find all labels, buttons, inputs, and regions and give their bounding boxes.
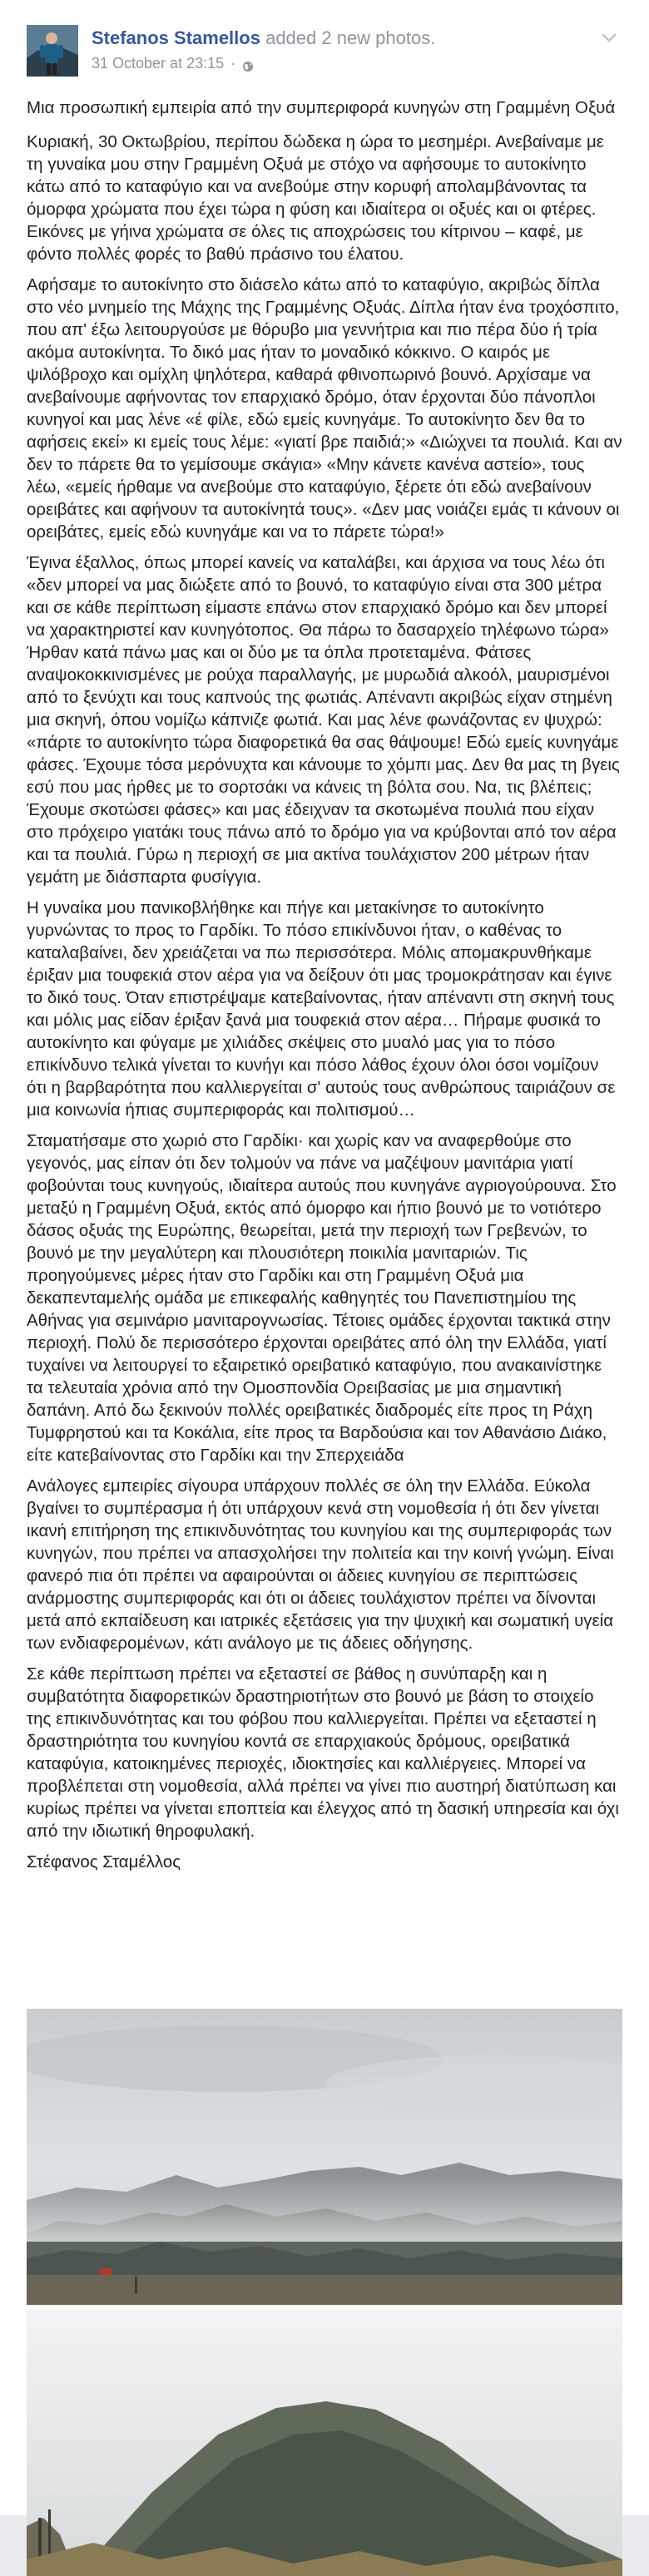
post-paragraph: Αφήσαμε το αυτοκίνητο στο διάσελο κάτω από το καταφύγιο, ακριβώς δίπλα στο νέο μνημείο της Μάχης της Γραμμένης Οξυάς. Δίπλα ήταν ένα τροχόσπιτο, που απ' έξω λειτουργούσε με θόρυβο μια γεννήτρια και πιο πέρα δύο ή τρία ακόμα αυτοκίνητα. Το δικό μας ήταν το μοναδικό κόκκινο. Ο καιρός με ψιλόβροχο και ομίχλη ψηλότερα, καθαρά φθινοπωρινό βουνό. Αρχίσαμε να ανεβαίνουμε αφήνοντας τον επαρχιακό δρόμο, όταν έρχονται δύο πάνοπλοι κυνηγοί και μας λένε «έ φίλε, εδώ εμείς κυνηγάμε. Το αυτοκίνητο δεν θα το αφήσεις εκεί» κι εμείς τους λέμε: «γιατί βρε παιδιά;» «Διώχνει τα πουλιά. Και αν δεν το πάρετε θα το γεμίσουμε σκάγια» «Μην κάνετε κανένα αστείο», τους λέω, «εμείς ήρθαμε να ανεβούμε στο καταφύγιο, ξέρετε ότι εδώ ανεβαίνουν ορειβάτες και αφήνουν τα αυτοκίνητά τους». «Δεν μας νοιάζει εμάς τι κάνουν οι ορειβάτες, εμείς εδώ κυνηγάμε και να το πάρετε τώρα!» [27, 275, 622, 541]
chevron-down-icon[interactable] [599, 28, 619, 48]
author-name[interactable]: Stefanos Stamellos [92, 27, 260, 48]
post-headline [92, 27, 435, 50]
post-body [27, 96, 622, 1873]
post-header [27, 25, 622, 78]
globe-icon[interactable] [242, 57, 254, 69]
post-action: added 2 new photos. [265, 27, 436, 48]
mountain-peak-photo[interactable] [27, 2310, 622, 2576]
post-intro: Μια προσωπική εμπειρία από την συμπεριφορά κυνηγών στη Γραμμένη Οξυά [27, 98, 616, 117]
post-paragraph: Σταματήσαμε στο χωριό στο Γαρδίκι· και χωρίς καν να αναφερθούμε στο γεγονός, μας είπαν ότι δεν τολμούν να πάνε να μαζέψουν μανιτάρια γιατί φοβούνται τους κυνηγούς, ιδιαίτερα αυτούς που κυνηγάνε αγριογούρουνα. Στο μεταξύ η Γραμμένη Οξυά, εκτός από όμορφο και ήπιο βουνό με το νοτιότερο δάσος οξυάς της Ευρώπης, θεωρείται, μετά την περιοχή των Γρεβενών, το βουνό με την μεγαλύτερη και πλουσιότερη ποικιλία μανιταριών. Τις προηγούμενες μέρες ήταν στο Γαρδίκι και στη Γραμμένη Οξυά μια δεκαπενταμελής ομάδα με επικεφαλής καθηγητές του Πανεπιστημίου της Αθήνας για σεμινάριο μανιταρογνωσίας. Τέτοιες ομάδες έρχονται τακτικά στην περιοχή. Πολύ δε περισσότερο έρχονται ορειβάτες από όλη την Ελλάδα, γιατί τυχαίνει να λειτουργεί το εξαιρετικό ορειβατικό καταφύγιο, που ανακαινίστηκε τα τελευταία χρόνια από την Ομοσπονδία Ορειβασίας με μια σημαντική δαπάνη. Από δω ξεκινούν πολλές ορειβατικές διαδρομές είτε προς τη Ράχη Τυμφρηστού και τα Κοκάλια, είτε προς τα Βαρδούσια και τον Αθανάσιο Διάκο, είτε κατεβαίνοντας στο Γαρδίκι και την Σπερχειάδα [27, 1131, 617, 1465]
post-timestamp[interactable]: 31 October at 23:15 [92, 55, 225, 72]
post-paragraph: Σε κάθε περίπτωση πρέπει να εξεταστεί σε βάθος η συνύπαρξη και η συμβατότητα διαφορετικών δραστηριοτήτων στο βουνό με βάση το στοιχείο της επικινδυνότητας και του φόβου που καλλιεργείται. Πρέπει να εξεταστεί η δραστηριότητα του κυνηγίου κοντά σε επαρχιακούς δρόμους, ορειβατικά καταφύγια, κατοικημένες περιοχές, ιδιοκτησίες και καλλιέργειες. Μπορεί να προβλέπεται στη νομοθεσία, αλλά πρέπει να γίνει πιο αυστηρή διατύπωση και κυρίως πρέπει να γίνεται εποπτεία και έλεγχος από τη δασική υπηρεσία και όχι από την ιδιωτική θηροφυλακή. [27, 1664, 619, 1841]
misty-mountain-photo[interactable] [27, 2009, 622, 2305]
post-paragraph: Ανάλογες εμπειρίες σίγουρα υπάρχουν πολλές σε όλη την Ελλάδα. Εύκολα βγαίνει το συμπέρασμα ή ότι υπάρχουν κενά στη νομοθεσία ή ότι δεν γίνεται ικανή επιτήρηση της επικινδυνότητας του κυνηγίου και της συμπεριφοράς των κυνηγών, που πρέπει να απασχολήσει την πολιτεία και την κοινή γνώμη. Είναι φανερό πια ότι πρέπει να αφαιρούνται οι άδειες κυνηγίου σε περιπτώσεις ανάρμοστης συμπεριφοράς και ότι οι άδειες τουλάχιστον πρέπει να δίνονται μετά από εκπαίδευση και ιατρικές εξετάσεις για την ψυχική και σωματική υγεία των ενδιαφερομένων, κάτι ανάλογο με τις άδειες οδήγησης. [27, 1476, 614, 1653]
post-signature: Στέφανος Σταμέλλος [27, 1852, 181, 1871]
avatar[interactable] [27, 25, 78, 77]
meta-separator: · [230, 55, 236, 72]
post-paragraph: Κυριακή, 30 Οκτωβρίου, περίπου δώδεκα η ώρα το μεσημέρι. Ανεβαίναμε με τη γυναίκα μου στην Γραμμένη Οξυά με στόχο να αφήσουμε το αυτοκίνητο κάτω από το καταφύγιο και να ανεβούμε στην κορυφή απολαμβάνοντας τα όμορφα χρώματα που έχει τώρα η φύση και ιδιαίτερα οι οξυές και οι φτέρες. Εικόνες με γήινα χρώματα σε όλες τις αποχρώσεις του κίτρινου – καφέ, με φόντο πολλές φορές το βαθύ πράσινο του έλατου. [27, 132, 604, 264]
photo-grid [27, 2009, 622, 2576]
post-meta [92, 25, 435, 73]
post-paragraph: Έγινα έξαλλος, όπως μπορεί κανείς να καταλάβει, και άρχισα να τους λέω ότι «δεν μπορεί να μας διώξετε από το βουνό, το καταφύγιο είναι στα 300 μέτρα και σε κάθε περίπτωση είμαστε επάνω στον επαρχιακό δρόμο και δεν μπορεί να χαρακτηριστεί καν κυνηγότοπος. Θα πάρω το δασαρχείο τηλέφωνο τώρα» Ήρθαν κατά πάνω μας και οι δύο με τα όπλα προτεταμένα. Φάτσες αναψοκοκκινισμένες με ρούχα παραλλαγής, με μυρωδιά αλκοόλ, μαυρισμένοι από το ξενύχτι και τους καπνούς της φωτιάς. Απέναντι ακριβώς είχαν στημένη μια σκηνή, όπου νομίζω κάπνιζε φωτιά. Και μας λένε φωνάζοντας εν ψυχρώ: «πάρτε το αυτοκίνητο τώρα διαφορετικά θα σας θάψουμε! Εδώ εμείς κυνηγάμε φάσες. Έχουμε τόσα μερόνυχτα και κάνουμε το χόμπι μας. Δεν θα μας τη βγεις εσύ που μας ήρθες με το σορτσάκι να κάνεις τη βόλτα σου. Να, τις βλέπεις; Έχουμε σκοτώσει φάσες» και μας έδειχναν τα σκοτωμένα πουλιά που είχαν στο πρόχειρο γιατάκι τους πάνω από το δρόμο για να κρύβονται από τον αέρα και τα πουλιά. Γύρω η περιοχή σε μια ακτίνα τουλάχιστον 200 μέτρων ήταν γεμάτη με διάσπαρτα φυσίγγια. [27, 553, 620, 887]
post-subline [92, 53, 435, 73]
post-paragraph: Η γυναίκα μου πανικοβλήθηκε και πήγε και μετακίνησε το αυτοκίνητο γυρνώντας το προς το Γαρδίκι. Το πόσο επικίνδυνοι ήταν, ο καθένας το καταλαβαίνει, δεν χρειάζεται να πω περισσότερα. Μόλις απομακρυνθήκαμε έριξαν μια τουφεκιά στον αέρα για να δείξουν ότι μας τρομοκράτησαν και έγινε το δικό τους. Όταν επιστρέψαμε κατεβαίνοντας, ήταν απέναντι στη σκηνή τους και μόλις μας είδαν έριξαν ξανά μια τουφεκιά στον αέρα… Πήραμε φυσικά το αυτοκίνητο και φύγαμε με χιλιάδες σκέψεις στο μυαλό μας για το πόσο επικίνδυνο τελικά γίνεται το κυνήγι και πόσο λάθος έχουν όλοι όσοι νομίζουν ότι η βαρβαρότητα που καλλιεργείται σ' αυτούς τους ανθρώπους ταιριάζουν σε μια κοινωνία ήπιας συμπεριφοράς και πολιτισμού… [27, 898, 616, 1120]
